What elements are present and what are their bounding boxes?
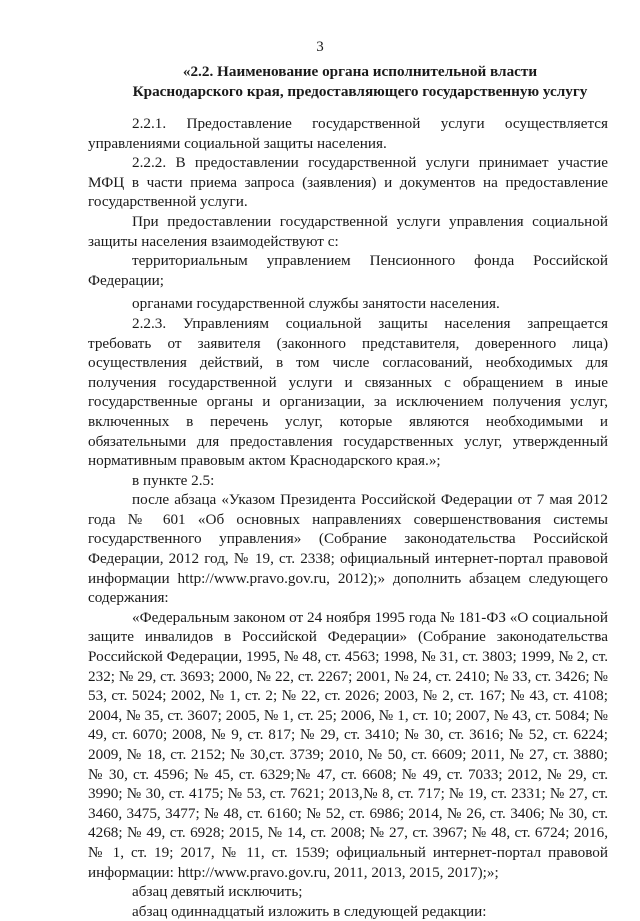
paragraph-pension-fund: территориальным управлением Пенсионного фонда Российской Федерации; xyxy=(88,252,608,289)
paragraph-2-2-2: 2.2.2. В предоставлении государственной услуги принимает участие МФЦ в части приема запроса (заявления) и документов на предоставление государственной услуги. xyxy=(88,154,608,211)
page-number: 3 xyxy=(316,39,324,55)
paragraph-employment-service: органами государственной службы занятости населения. xyxy=(132,295,500,313)
paragraph-2-2-1: 2.2.1. Предоставление государственной услуги осуществляется управлениями социальной защиты населения. xyxy=(88,115,608,152)
paragraph-2-2-3: 2.2.3. Управлениям социальной защиты населения запрещается требовать от заявителя (законного представителя, доверенного лица) осуществления действий, в том числе согласований, необходимых для получения государственной услуги и связанных с обращением в иные государственные органы и организации, за исключением получения услуг, включенных в перечень услуг, которые являются необходимыми и обязательными для предоставления государственных услуг, утвержденный нормативным правовым актом Краснодарского края.»; xyxy=(88,314,608,470)
paragraph-ninth-excluded: абзац девятый исключить; xyxy=(132,883,303,901)
paragraph-point-2-5: в пункте 2.5: xyxy=(132,471,215,489)
paragraph-eleventh-edit: абзац одиннадцатый изложить в следующей редакции: xyxy=(132,902,487,920)
paragraph-federal-law: «Федеральным законом от 24 ноября 1995 года № 181-ФЗ «О социальной защите инвалидов в Российской Федерации» (Собрание законодательства Российской Федерации, 1995, № 48, ст. 4563; 1998, № 31, ст. 3803; 1999, № 2, ст. 232; № 29, ст. 3693; 2000, № 22, ст. 2267; 2001, № 24, ст. 2410; № 33, ст. 3426; № 53, ст. 5024; 2002, № 1, ст. 2; № 22, ст. 2026; 2003, № 2, ст. 167; № 43, ст. 4108; 2004, № 35, ст. 3607; 2005, № 1, ст. 25; 2006, № 1, ст. 10; 2007, № 43, ст. 5084; № 49, ст. 6070; 2008, № 9, ст. 817; № 29, ст. 3410; № 30, ст. 3616; № 52, ст. 6224; 2009, № 18, ст. 2152; № 30,ст. 3739; 2010, № 50, ст. 6609; 2011, № 27, ст. 3880; № 30, ст. 4596; № 45, ст. 6329;№ 47, ст. 6608; № 49, ст. 7033; 2012, № 29, ст. 3990; № 30, ст. 4175; № 53, ст. 7621; 2013,№ 8, ст. 717; № 19, ст. 2331; № 27, ст. 3460, 3475, 3477; № 48, ст. 6160; № 52, ст. 6986; 2014, № 26, ст. 3406; № 30, ст. 4268; № 49, ст. 6928; 2015, № 14, ст. 2008; № 27, ст. 3967; № 48, ст. 6724; 2016, № 1, ст. 19; 2017, № 11, ст. 1539; официальный интернет-портал правовой информации: http://www.pravo.gov.ru, 2011, 2013, 2015, 2017);»; xyxy=(88,608,608,881)
section-heading-line-2: Краснодарского края, предоставляющего государственную услугу xyxy=(132,83,588,100)
paragraph-after-decree: после абзаца «Указом Президента Российской Федерации от 7 мая 2012 года № 601 «Об основных направлениях совершенствования системы государственного управления» (Собрание законодательства Российской Федерации, 2012 год, № 19, ст. 2338; официальный интернет-портал правовой информации http://www.pravo.gov.ru, 2012);» дополнить абзацем следующего содержания: xyxy=(88,491,608,607)
section-heading xyxy=(100,62,620,102)
paragraph-interaction: При предоставлении государственной услуги управления социальной защиты населения взаимодействуют с: xyxy=(88,212,608,250)
document-body xyxy=(88,114,608,921)
section-heading-line-1: «2.2. Наименование органа исполнительной власти xyxy=(182,63,538,80)
